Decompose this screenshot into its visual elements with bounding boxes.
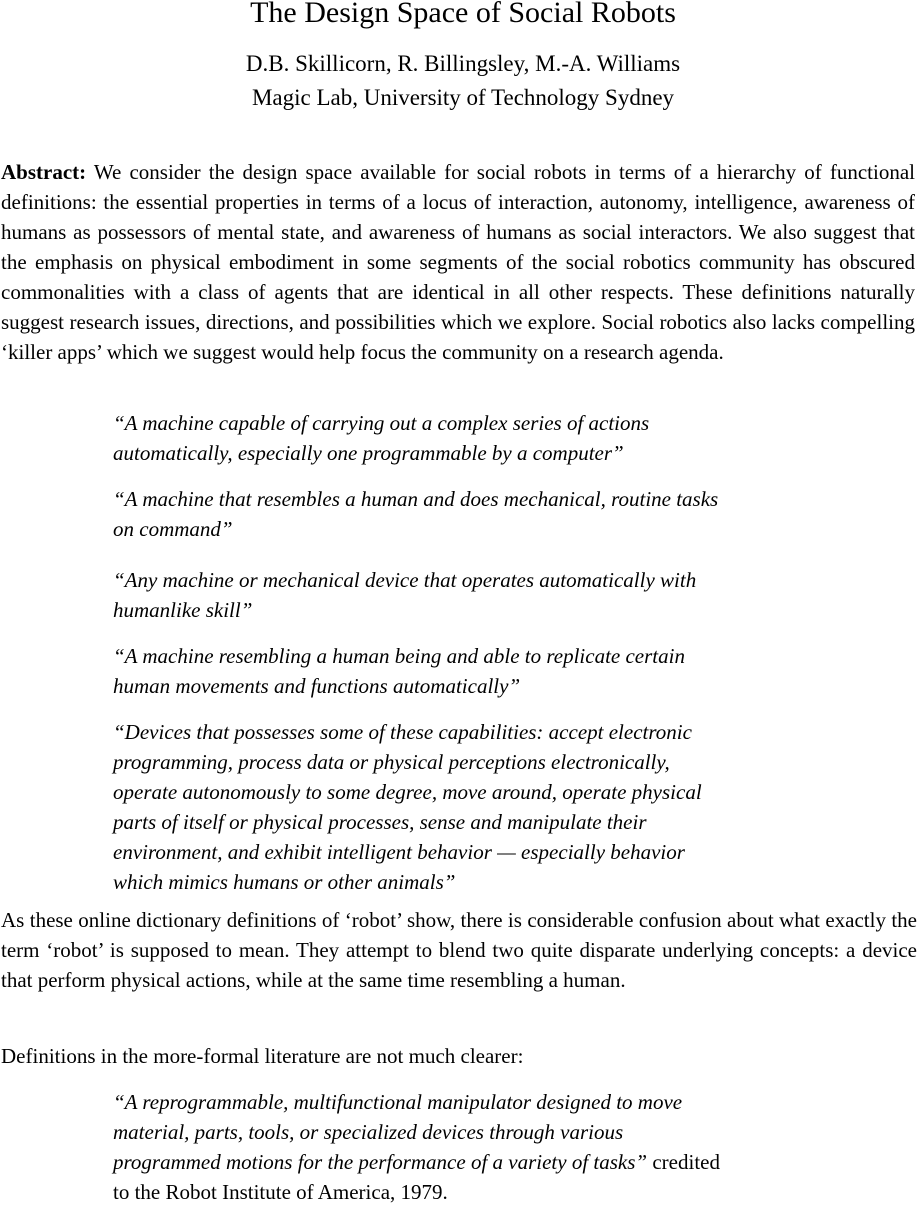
quote-line: which mimics humans or other animals” <box>113 870 456 894</box>
quote-credit: credited <box>647 1150 720 1174</box>
quote-line: parts of itself or physical processes, sense and manipulate their <box>113 810 647 834</box>
quote-line: programming, process data or physical perceptions electronically, <box>113 750 670 774</box>
dictionary-quote <box>113 641 813 701</box>
quote-line: “Devices that possesses some of these capabilities: accept electronic <box>113 720 692 744</box>
body-paragraph: Definitions in the more-formal literature are not much clearer: <box>1 1044 524 1068</box>
body-paragraph: As these online dictionary definitions of ‘robot’ show, there is considerable confusion about what exactly the term ‘robot’ is supposed to mean. They attempt to blend two quite disparate underlying concepts: a device that perform physical actions, while at the same time resembling a human. <box>1 908 917 992</box>
dictionary-quote <box>113 484 813 544</box>
formal-quote <box>113 1087 813 1207</box>
paper-title: The Design Space of Social Robots <box>250 0 676 29</box>
quote-line: human movements and functions automatically” <box>113 674 521 698</box>
quote-credit-source: to the Robot Institute of America, 1979. <box>113 1180 448 1204</box>
dictionary-quote <box>113 408 813 468</box>
quote-line: “A machine resembling a human being and able to replicate certain <box>113 644 685 668</box>
affiliation: Magic Lab, University of Technology Sydney <box>251 85 675 110</box>
abstract <box>1 157 915 367</box>
quote-line: material, parts, tools, or specialized devices through various <box>113 1120 624 1144</box>
quote-line: on command” <box>113 517 233 541</box>
dictionary-quote <box>113 717 813 897</box>
quote-line: “A reprogrammable, multifunctional manipulator designed to move <box>113 1090 683 1114</box>
quote-line: automatically, especially one programmable by a computer” <box>113 441 624 465</box>
quote-line: “A machine that resembles a human and does mechanical, routine tasks <box>113 487 719 511</box>
quote-line: environment, and exhibit intelligent behavior — especially behavior <box>113 840 685 864</box>
dictionary-quote <box>113 565 813 625</box>
author-list: D.B. Skillicorn, R. Billingsley, M.-A. Williams <box>245 51 681 76</box>
quote-line: “A machine capable of carrying out a complex series of actions <box>113 411 650 435</box>
quote-line: operate autonomously to some degree, move around, operate physical <box>113 780 702 804</box>
quote-line: “Any machine or mechanical device that operates automatically with <box>113 568 697 592</box>
abstract-label: Abstract: <box>1 160 87 184</box>
abstract-text: We consider the design space available for social robots in terms of a hierarchy of functional definitions: the essential properties in terms of a locus of interaction, autonomy, intelligence, awareness of humans as possessors of mental state, and awareness of humans as social interactors. We also suggest that the emphasis on physical embodiment in some segments of the social robotics community has obscured commonalities with a class of agents that are identical in all other respects. These definitions naturally suggest research issues, directions, and possibilities which we explore. Social robotics also lacks compelling ‘killer apps’ which we suggest would help focus the community on a research agenda. <box>1 160 915 364</box>
quote-line: humanlike skill” <box>113 598 253 622</box>
quote-line: programmed motions for the performance of a variety of tasks” <box>113 1150 648 1174</box>
